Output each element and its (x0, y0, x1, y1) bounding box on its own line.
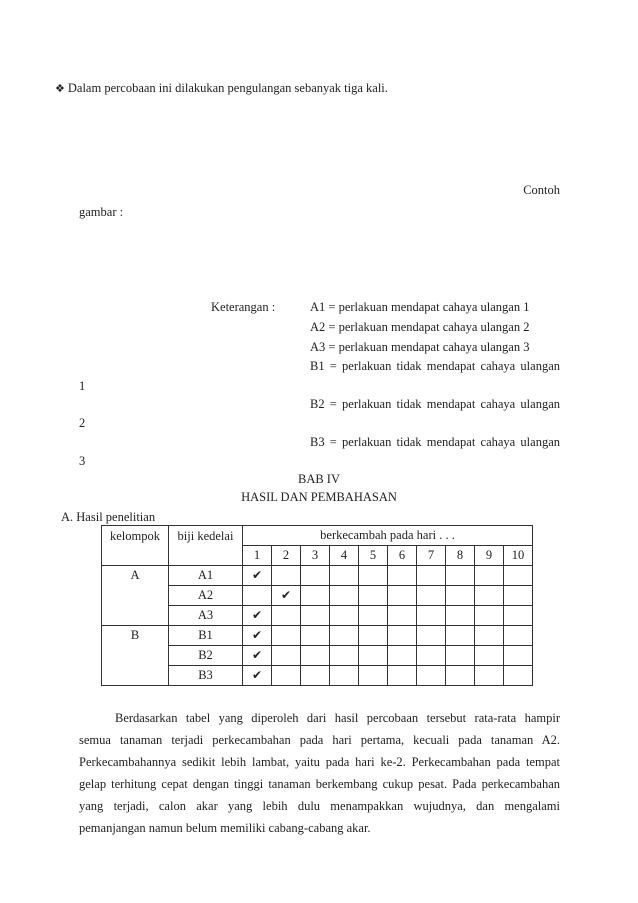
day-cell (272, 646, 301, 666)
day-cell (272, 586, 301, 606)
day-cell (243, 666, 272, 686)
keterangan-b1-wrap: 1 (79, 379, 86, 393)
day-header-1: 1 (243, 546, 272, 566)
day-cell (243, 606, 272, 626)
day-cell (446, 566, 475, 586)
day-cell (301, 626, 330, 646)
day-cell (243, 566, 272, 586)
keterangan-b2: B2 = perlakuan tidak mendapat cahaya ulangan (310, 397, 560, 411)
day-header-9: 9 (475, 546, 504, 566)
day-cell (330, 626, 359, 646)
bullet-text: Dalam percobaan ini dilakukan pengulangan sebanyak tiga kali. (67, 81, 388, 95)
chapter-number: BAB IV (297, 472, 341, 486)
biji-cell: B3 (169, 666, 243, 686)
checkmark-icon: ✔ (251, 668, 263, 682)
day-cell (359, 606, 388, 626)
diamond-bullet-icon: ❖ (55, 82, 65, 95)
day-cell (272, 666, 301, 686)
day-cell (475, 646, 504, 666)
discussion-paragraph (79, 707, 560, 839)
checkmark-icon: ✔ (251, 648, 263, 662)
day-cell (359, 586, 388, 606)
day-header-7: 7 (417, 546, 446, 566)
day-cell (388, 586, 417, 606)
day-cell (446, 586, 475, 606)
day-header-3: 3 (301, 546, 330, 566)
keterangan-label: Keterangan : (211, 300, 276, 314)
day-cell (504, 666, 533, 686)
day-cell (330, 606, 359, 626)
chapter-title: HASIL DAN PEMBAHASAN (241, 490, 397, 504)
day-cell (504, 586, 533, 606)
header-biji-kedelai: biji kedelai (169, 526, 243, 566)
day-header-10: 10 (504, 546, 533, 566)
day-header-2: 2 (272, 546, 301, 566)
day-cell (417, 566, 446, 586)
day-cell (417, 606, 446, 626)
keterangan-b1: B1 = perlakuan tidak mendapat cahaya ulangan (310, 359, 560, 373)
day-cell (301, 566, 330, 586)
paragraph-line: semua tanaman terjadi perkecambahan pada hari pertama, kecuali pada tanaman A2. (79, 733, 560, 747)
checkmark-icon: ✔ (251, 568, 263, 582)
day-cell (388, 666, 417, 686)
day-cell (475, 666, 504, 686)
day-cell (359, 626, 388, 646)
day-cell (359, 666, 388, 686)
keterangan-a2: A2 = perlakuan mendapat cahaya ulangan 2 (310, 320, 530, 334)
paragraph-line: Berdasarkan tabel yang diperoleh dari hasil percobaan tersebut rata-rata hampir (115, 711, 560, 725)
day-cell (359, 566, 388, 586)
day-cell (301, 586, 330, 606)
day-cell (301, 666, 330, 686)
table-header-row (102, 526, 533, 546)
day-cell (446, 606, 475, 626)
day-cell (475, 586, 504, 606)
day-cell (417, 626, 446, 646)
day-cell (243, 586, 272, 606)
kelompok-cell: B (102, 626, 169, 686)
day-cell (417, 586, 446, 606)
keterangan-a1: A1 = perlakuan mendapat cahaya ulangan 1 (310, 300, 530, 314)
day-cell (446, 646, 475, 666)
keterangan-a3: A3 = perlakuan mendapat cahaya ulangan 3 (310, 340, 530, 354)
biji-cell: B2 (169, 646, 243, 666)
paragraph-line: Perkecambahannya sedikit lebih lambat, yaitu pada hari ke-2. Perkecambahan pada tempat (79, 755, 560, 769)
day-cell (475, 626, 504, 646)
contoh-text: Contoh (523, 183, 560, 197)
table-row (102, 566, 533, 586)
kelompok-cell: A (102, 566, 169, 626)
header-kelompok: kelompok (102, 526, 169, 566)
day-cell (446, 626, 475, 646)
section-heading: A. Hasil penelitian (61, 510, 156, 524)
keterangan-b3-wrap: 3 (79, 454, 86, 468)
day-header-8: 8 (446, 546, 475, 566)
paragraph-line: pemanjangan namun belum memiliki cabang-cabang akar. (79, 821, 371, 835)
biji-cell: B1 (169, 626, 243, 646)
paragraph-line: yang terjadi, calon akar yang lebih dulu menampakkan wujudnya, dan mengalami (79, 799, 560, 813)
day-cell (388, 566, 417, 586)
day-cell (504, 566, 533, 586)
day-cell (272, 566, 301, 586)
keterangan-b3: B3 = perlakuan tidak mendapat cahaya ulangan (310, 435, 560, 449)
day-cell (446, 666, 475, 686)
day-cell (272, 606, 301, 626)
checkmark-icon: ✔ (280, 588, 292, 602)
table-row (102, 626, 533, 646)
checkmark-icon: ✔ (251, 608, 263, 622)
day-cell (301, 606, 330, 626)
day-cell (504, 626, 533, 646)
day-cell (330, 666, 359, 686)
day-cell (330, 566, 359, 586)
results-table (101, 525, 533, 686)
day-header-5: 5 (359, 546, 388, 566)
bullet-line (55, 81, 388, 96)
day-cell (359, 646, 388, 666)
day-cell (388, 626, 417, 646)
day-cell (272, 626, 301, 646)
checkmark-icon: ✔ (251, 628, 263, 642)
day-header-6: 6 (388, 546, 417, 566)
day-cell (475, 606, 504, 626)
biji-cell: A3 (169, 606, 243, 626)
day-cell (388, 606, 417, 626)
day-cell (243, 646, 272, 666)
day-cell (330, 586, 359, 606)
biji-cell: A1 (169, 566, 243, 586)
header-berkecambah: berkecambah pada hari . . . (243, 526, 533, 546)
day-cell (243, 626, 272, 646)
day-cell (475, 566, 504, 586)
biji-cell: A2 (169, 586, 243, 606)
gambar-label: gambar : (79, 205, 124, 219)
day-cell (504, 606, 533, 626)
day-cell (417, 666, 446, 686)
day-cell (388, 646, 417, 666)
day-header-4: 4 (330, 546, 359, 566)
paragraph-line: gelap terhitung cepat dengan tinggi tanaman berkembang cukup pesat. Pada perkecambahan (79, 777, 560, 791)
day-cell (504, 646, 533, 666)
day-cell (330, 646, 359, 666)
day-cell (417, 646, 446, 666)
day-cell (301, 646, 330, 666)
keterangan-b2-wrap: 2 (79, 416, 86, 430)
